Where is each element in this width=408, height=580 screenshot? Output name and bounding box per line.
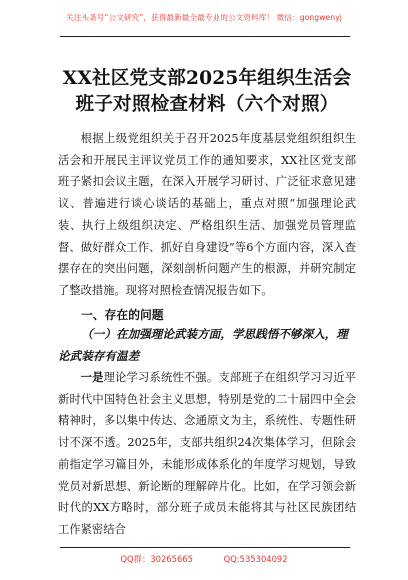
footer-qq-group: QQ群：30265665: [120, 554, 193, 564]
paragraph-lead: 一是: [80, 370, 104, 384]
footer-contacts: [0, 553, 408, 565]
footer-divider: [60, 547, 350, 548]
paragraph-body: 理论学习系统性不强。支部班子在组织学习习近平新时代中国特色社会主义思想，特别是党的二十届四中全会精神时，多以集中传达、念通原文为主，系统性、专题性研讨不深不透。2025年，支部共组织24次集体学习，但除会前指定学习篇目外，未能形成体系化的年度学习规划，导致党员对新思想、新论断的理解碎片化。比如，在学习领会新时代的XX方略时，部分班子成员未能将其与社区民族团结工作紧密结合: [58, 371, 356, 536]
document-title: XX社区党支部2025年组织生活会班子对照检查材料（六个对照）: [62, 68, 352, 115]
section-heading-problems: 一、存在的问题: [81, 308, 164, 322]
intro-paragraph: 根据上级党组织关于召开2025年度基层党组织组织生活会和开展民主评议党员工作的通知要求，XX社区党支部班子紧扣会议主题，在深入开展学习研讨、广泛征求意见建议、普遍进行谈心谈话的基础上，重点对照“加强理论武装、执行上级组织决定、严格组织生活、加强党员管理监督、做好群众工作、抓好自身建设”等6个方面内容，深入查摆存在的突出问题，深刻剖析问题产生的根源，并研究制定了整改措施。现将对照检查情况报告如下。: [58, 132, 356, 297]
header-note: 关注头条号“公文研究”，获得最新最全最专业的公文资料库！ 微信：gongwenyj: [66, 13, 342, 22]
problem-paragraph-1: [58, 367, 356, 541]
footer-qq: QQ:535304092: [223, 554, 288, 564]
header-divider: [60, 36, 350, 37]
subsection-heading-theory: （一）在加强理论武装方面，学思践悟不够深入，理论武装存有温差: [58, 327, 348, 363]
